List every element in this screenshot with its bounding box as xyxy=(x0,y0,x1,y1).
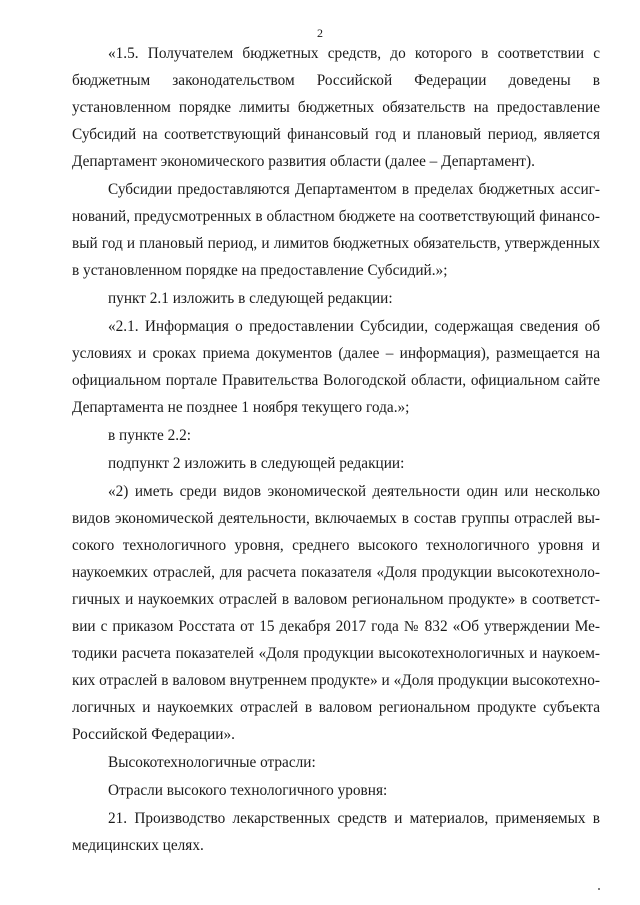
text-line: сокого технологичного уровня, среднего высокого технологичного уровня и xyxy=(72,537,600,554)
text-line: установленном порядке лимиты бюджетных обязательств на предоставление xyxy=(72,99,600,116)
paragraph xyxy=(72,422,600,449)
text-line: вии с приказом Росстата от 15 декабря 2017 года № 832 «Об утверждении Ме- xyxy=(72,618,600,635)
text-line: Департамент экономического развития области (далее – Департамент). xyxy=(72,153,535,170)
paragraph xyxy=(72,313,600,421)
text-line: пункт 2.1 изложить в следующей редакции: xyxy=(108,290,393,307)
paragraph xyxy=(72,285,600,312)
text-line: в пункте 2.2: xyxy=(108,427,191,444)
text-line: нований, предусмотренных в областном бюджете на соответствующий финансо- xyxy=(72,208,600,225)
text-line: «2.1. Информация о предоставлении Субсидии, содержащая сведения об xyxy=(108,318,600,335)
paragraph xyxy=(72,176,600,284)
paragraph xyxy=(72,777,600,804)
text-line: официальном портале Правительства Вологодской области, официальном сайте xyxy=(72,372,600,389)
text-line: Департамента не позднее 1 ноября текущего года.»; xyxy=(72,399,410,416)
text-line: Отрасли высокого технологичного уровня: xyxy=(108,782,388,799)
text-line: медицинских целях. xyxy=(72,837,204,854)
text-line: тодики расчета показателей «Доля продукции высокотехнологичных и наукоем- xyxy=(72,645,600,662)
text-line: 21. Производство лекарственных средств и материалов, применяемых в xyxy=(108,810,600,827)
text-line: условиях и сроках приема документов (далее – информация), размещается на xyxy=(72,345,600,362)
scan-speck xyxy=(598,888,600,890)
text-line: в установленном порядке на предоставление Субсидий.»; xyxy=(72,262,448,279)
paragraph xyxy=(72,478,600,748)
text-line: Субсидии предоставляются Департаментом в пределах бюджетных ассиг- xyxy=(108,181,600,198)
text-line: ких отраслей в валовом внутреннем продукте» и «Доля продукции высокотехно- xyxy=(72,672,600,689)
paragraph xyxy=(72,805,600,859)
text-line: видов экономической деятельности, включаемых в состав группы отраслей вы- xyxy=(72,510,600,527)
text-line: вый год и плановый период, и лимитов бюджетных обязательств, утвержденных xyxy=(72,235,600,252)
paragraph xyxy=(72,450,600,477)
text-line: гичных и наукоемких отраслей в валовом региональном продукте» в соответст- xyxy=(72,591,600,608)
text-line: Высокотехнологичные отрасли: xyxy=(108,754,316,771)
paragraph xyxy=(72,40,600,175)
text-line: логичных и наукоемких отраслей в валовом региональном продукте субъекта xyxy=(72,699,600,716)
document-body xyxy=(72,40,600,859)
text-line: бюджетным законодательством Российской Федерации доведены в xyxy=(72,72,600,89)
text-line: «2) иметь среди видов экономической деятельности один или несколько xyxy=(108,483,600,500)
text-line: «1.5. Получателем бюджетных средств, до которого в соответствии с xyxy=(108,45,600,62)
page-number: 2 xyxy=(317,26,323,40)
text-line: Субсидий на соответствующий финансовый год и плановый период, является xyxy=(72,126,600,143)
text-line: Российской Федерации». xyxy=(72,726,235,743)
paragraph xyxy=(72,749,600,776)
text-line: наукоемких отраслей, для расчета показателя «Доля продукции высокотехноло- xyxy=(72,564,600,581)
text-line: подпункт 2 изложить в следующей редакции: xyxy=(108,455,405,472)
